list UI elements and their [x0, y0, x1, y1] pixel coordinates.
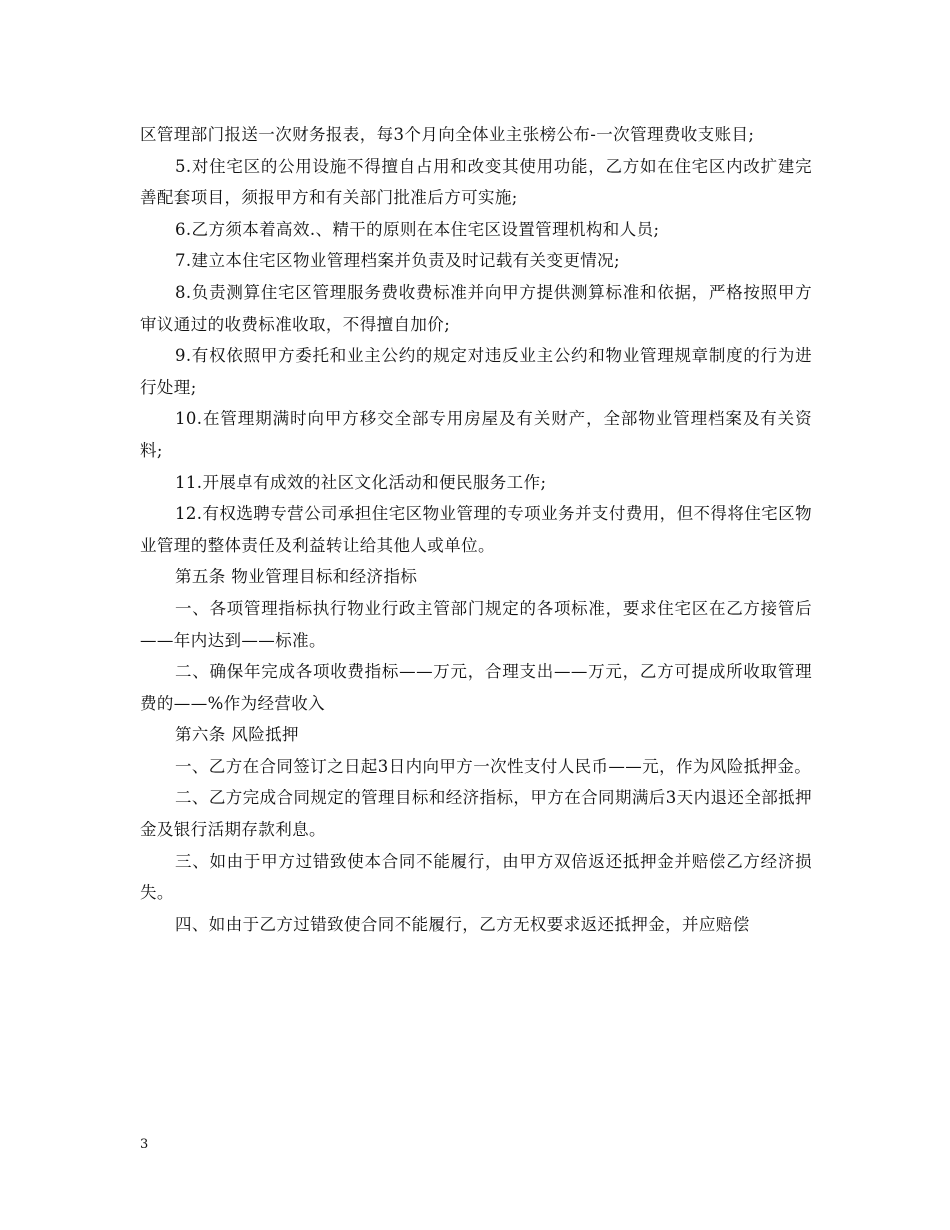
paragraph: 6.乙方须本着高效.、精干的原则在本住宅区设置管理机构和人员;	[175, 219, 660, 239]
paragraph: 7.建立本住宅区物业管理档案并负责及时记载有关变更情况;	[175, 251, 621, 271]
paragraph: 5.对住宅区的公用设施不得擅自占用和改变其使用功能，乙方如在住宅区内改扩建完善配套项目，须报甲方和有关部门批准后方可实施;	[140, 156, 812, 208]
paragraph: 一、乙方在合同签订之日起3日内向甲方一次性支付人民币——元，作为风险抵押金。	[175, 756, 812, 776]
page-number: 3	[140, 1137, 149, 1152]
paragraph: 11.开展卓有成效的社区文化活动和便民服务工作;	[175, 472, 547, 492]
paragraph: 一、各项管理指标执行物业行政主管部门规定的各项标准，要求住宅区在乙方接管后——年内达到——标准。	[140, 598, 812, 650]
paragraph: 12.有权选聘专营公司承担住宅区物业管理的专项业务并支付费用，但不得将住宅区物业管理的整体责任及利益转让给其他人或单位。	[140, 504, 812, 555]
paragraph: 区管理部门报送一次财务报表，每3个月向全体业主张榜公布-一次管理费收支账目;	[140, 125, 755, 144]
paragraph: 二、确保年完成各项收费指标——万元，合理支出——万元，乙方可提成所收取管理费的——%作为经营收入	[140, 662, 812, 713]
paragraph: 二、乙方完成合同规定的管理目标和经济指标，甲方在合同期满后3天内退还全部抵押金及银行活期存款利息。	[140, 788, 812, 840]
section-heading: 第六条 风险抵押	[175, 725, 299, 745]
paragraph: 10.在管理期满时向甲方移交全部专用房屋及有关财产，全部物业管理档案及有关资料;	[140, 409, 812, 460]
paragraph: 四、如由于乙方过错致使合同不能履行，乙方无权要求返还抵押金，并应赔偿	[175, 914, 750, 934]
paragraph: 三、如由于甲方过错致使本合同不能履行，由甲方双倍返还抵押金并赔偿乙方经济损失。	[140, 851, 812, 903]
paragraph: 8.负责测算住宅区管理服务费收费标准并向甲方提供测算标准和依据，严格按照甲方审议通过的收费标准收取，不得擅自加价;	[140, 282, 812, 334]
document-body	[140, 119, 812, 940]
section-heading: 第五条 物业管理目标和经济指标	[175, 567, 418, 587]
paragraph: 9.有权依照甲方委托和业主公约的规定对违反业主公约和物业管理规章制度的行为进行处理;	[140, 346, 812, 397]
